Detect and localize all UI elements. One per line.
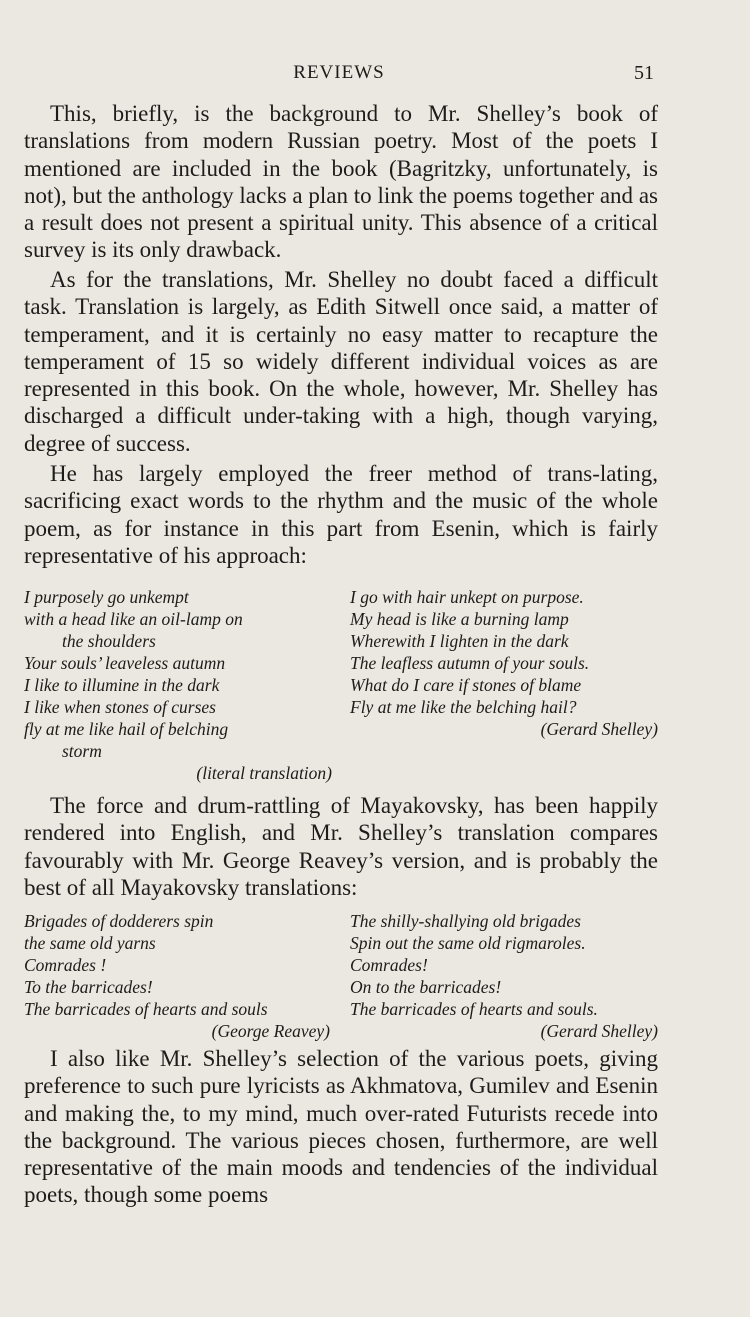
verse-line: the shoulders — [62, 631, 156, 651]
verse-line: Comrades ! — [24, 955, 107, 975]
verse-line: What do I care if stones of blame — [350, 675, 582, 695]
verse-line: To the barricades! — [24, 977, 153, 997]
verse-line: the same old yarns — [24, 933, 156, 953]
verse-shelley-esenin — [350, 586, 589, 718]
verse-line: On to the barricades! — [350, 977, 502, 997]
page-header — [24, 62, 654, 94]
verse-line: Wherewith I lighten in the dark — [350, 631, 569, 651]
credit-literal-translation: (literal translation) — [196, 763, 332, 783]
paragraph-background: This, briefly, is the background to Mr. Shelley’s book of translations from modern Russian poetry. Most of the poets I mentioned are included in the book (Bagritzky, unfortunately, is not), but the anthology lacks a plan to link the poems together and as a result does not present a spiritual unity. This absence of a critical survey is its only drawback. — [24, 101, 658, 263]
verse-line: I like when stones of curses — [24, 697, 216, 717]
page-number: 51 — [634, 62, 654, 84]
verse-line: I purposely go unkempt — [24, 587, 189, 607]
verse-line: Fly at me like the belching hail? — [350, 697, 577, 717]
verse-line: fly at me like hail of belching — [24, 719, 229, 739]
paragraph-translations: As for the translations, Mr. Shelley no doubt faced a difficult task. Translation is largely, as Edith Sitwell once said, a matter of temperament, and it is certainly no easy matter to recapture the temperament of 15 so widely different individual voices as are represented in this book. On the whole, however, Mr. Shelley has discharged a difficult under-taking with a high, though varying, degree of success. — [24, 267, 658, 456]
verse-line: I like to illumine in the dark — [24, 675, 220, 695]
verse-line: The barricades of hearts and souls — [24, 999, 268, 1019]
verse-line: I go with hair unkept on purpose. — [350, 587, 584, 607]
verse-line: The leafless autumn of your souls. — [350, 653, 590, 673]
verse-literal-translation — [24, 586, 243, 762]
verse-line: Comrades! — [350, 955, 428, 975]
verse-line: My head is like a burning lamp — [350, 609, 569, 629]
verse-shelley-mayakovsky — [350, 910, 598, 1020]
verse-line: Your souls’ leaveless autumn — [24, 653, 226, 673]
verse-line: storm — [62, 741, 102, 761]
running-head: REVIEWS — [293, 62, 385, 83]
verse-line: Brigades of dodderers spin — [24, 911, 214, 931]
verse-line: The shilly-shallying old brigades — [350, 911, 581, 931]
credit-gerard-shelley: (Gerard Shelley) — [540, 719, 658, 739]
verse-reavey — [24, 910, 268, 1020]
credit-gerard-shelley: (Gerard Shelley) — [540, 1021, 658, 1041]
paragraph-mayakovsky: The force and drum-rattling of Mayakovsky, has been happily rendered into English, and Mr. Shelley’s translation compares favourably with Mr. George Reavey’s version, and is probably the best of all Mayakovsky translations: — [24, 793, 658, 900]
verse-line: with a head like an oil-lamp on — [24, 609, 243, 629]
paragraph-selection: I also like Mr. Shelley’s selection of the various poets, giving preference to such pure lyricists as Akhmatova, Gumilev and Esenin and making the, to my mind, much over-rated Futurists recede into the background. The various pieces chosen, furthermore, are well representative of the main moods and tendencies of the individual poets, though some poems — [24, 1046, 658, 1208]
credit-george-reavey: (George Reavey) — [211, 1021, 330, 1041]
paragraph-method: He has largely employed the freer method of trans-lating, sacrificing exact words to the rhythm and the music of the whole poem, as for instance in this part from Esenin, which is fairly representative of his approach: — [24, 461, 658, 568]
verse-line: The barricades of hearts and souls. — [350, 999, 598, 1019]
verse-line: Spin out the same old rigmaroles. — [350, 933, 586, 953]
